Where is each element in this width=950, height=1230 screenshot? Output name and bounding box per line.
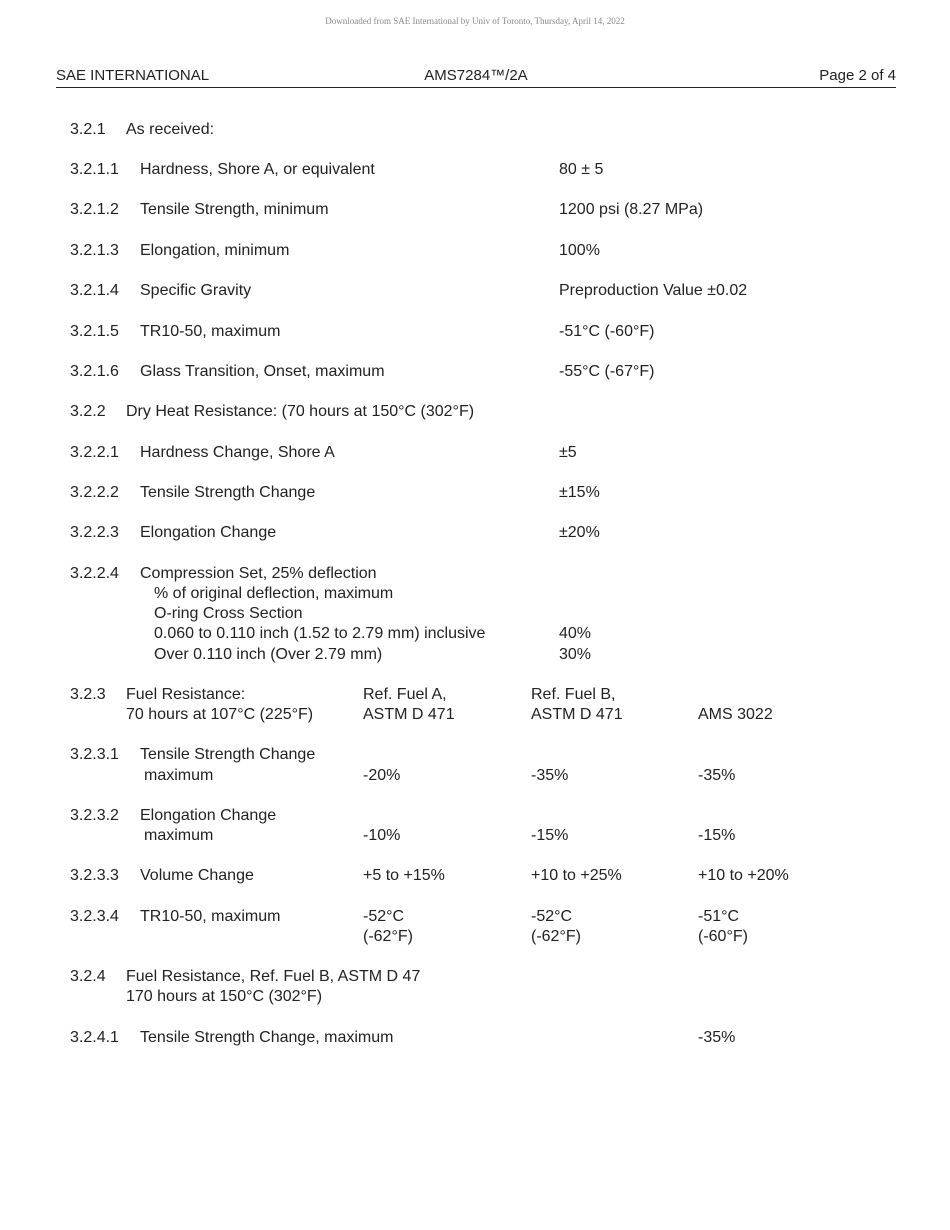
item-sublabel: 0.060 to 0.110 inch (1.52 to 2.79 mm) inclusive <box>154 625 486 642</box>
item-number: 3.2.3.2 <box>70 807 119 824</box>
section-title: Dry Heat Resistance: (70 hours at 150°C (302°F) <box>126 403 475 420</box>
item-value: 80 ± 5 <box>559 161 604 178</box>
item-value: ±5 <box>559 444 577 461</box>
item-number: 3.2.1.6 <box>70 363 119 380</box>
item-value: +10 to +25% <box>531 867 622 884</box>
section-title: Fuel Resistance: <box>126 686 246 703</box>
item-number: 3.2.1.1 <box>70 161 119 178</box>
item-value: -15% <box>698 827 736 844</box>
item-value: ±15% <box>559 484 600 501</box>
item-sublabel: Over 0.110 inch (Over 2.79 mm) <box>154 646 383 663</box>
item-label: Glass Transition, Onset, maximum <box>140 363 385 380</box>
item-number: 3.2.2.1 <box>70 444 119 461</box>
section-number: 3.2.1 <box>70 121 106 138</box>
item-label: TR10-50, maximum <box>140 323 281 340</box>
item-sublabel: maximum <box>144 827 214 844</box>
item-label: Volume Change <box>140 867 254 884</box>
column-header: Ref. Fuel A, <box>363 686 447 703</box>
section-title: 170 hours at 150°C (302°F) <box>126 988 323 1005</box>
section-number: 3.2.4 <box>70 968 106 985</box>
item-value: Preproduction Value ±0.02 <box>559 282 748 299</box>
item-label: Compression Set, 25% deflection <box>140 565 377 582</box>
item-value: (-60°F) <box>698 928 748 945</box>
item-value: 100% <box>559 242 600 259</box>
section-number: 3.2.2 <box>70 403 106 420</box>
column-header: ASTM D 471 <box>531 706 623 723</box>
item-value: -35% <box>698 767 736 784</box>
item-label: Hardness Change, Shore A <box>140 444 335 461</box>
header-page-number: Page 2 of 4 <box>819 67 896 84</box>
item-value: 1200 psi (8.27 MPa) <box>559 201 704 218</box>
item-value: -52°C <box>531 908 573 925</box>
item-value: -55°C (-67°F) <box>559 363 655 380</box>
page-header <box>56 67 896 88</box>
download-watermark: Downloaded from SAE International by Univ of Toronto, Thursday, April 14, 2022 <box>325 16 625 26</box>
header-doc-number: AMS7284™/2A <box>424 67 528 84</box>
item-sublabel: O-ring Cross Section <box>154 605 303 622</box>
item-number: 3.2.3.1 <box>70 746 119 763</box>
section-title: As received: <box>126 121 215 138</box>
item-label: Tensile Strength Change <box>140 746 316 763</box>
item-value: -10% <box>363 827 401 844</box>
item-value: -35% <box>531 767 569 784</box>
item-label: Tensile Strength, minimum <box>140 201 329 218</box>
item-value: +10 to +20% <box>698 867 789 884</box>
item-number: 3.2.3.4 <box>70 908 119 925</box>
item-value: (-62°F) <box>531 928 581 945</box>
item-sublabel: maximum <box>144 767 214 784</box>
item-number: 3.2.1.2 <box>70 201 119 218</box>
item-label: TR10-50, maximum <box>140 908 281 925</box>
item-label: Specific Gravity <box>140 282 252 299</box>
item-sublabel: % of original deflection, maximum <box>154 585 394 602</box>
header-org: SAE INTERNATIONAL <box>56 67 210 84</box>
item-label: Elongation Change <box>140 524 277 541</box>
item-label: Tensile Strength Change <box>140 484 316 501</box>
item-label: Elongation Change <box>140 807 277 824</box>
item-label: Tensile Strength Change, maximum <box>140 1029 394 1046</box>
section-title: Fuel Resistance, Ref. Fuel B, ASTM D 47 <box>126 968 421 985</box>
item-value: -52°C <box>363 908 405 925</box>
item-number: 3.2.3.3 <box>70 867 119 884</box>
item-number: 3.2.1.3 <box>70 242 119 259</box>
item-value: -51°C (-60°F) <box>559 323 655 340</box>
item-number: 3.2.1.4 <box>70 282 119 299</box>
section-number: 3.2.3 <box>70 686 106 703</box>
item-number: 3.2.4.1 <box>70 1029 119 1046</box>
column-header: AMS 3022 <box>698 706 773 723</box>
item-number: 3.2.1.5 <box>70 323 119 340</box>
item-value: -35% <box>698 1029 736 1046</box>
item-value: -51°C <box>698 908 740 925</box>
item-value: +5 to +15% <box>363 867 445 884</box>
column-header: Ref. Fuel B, <box>531 686 616 703</box>
section-title: 70 hours at 107°C (225°F) <box>126 706 314 723</box>
item-value: 40% <box>559 625 592 642</box>
item-value: 30% <box>559 646 592 663</box>
item-value: -20% <box>363 767 401 784</box>
item-number: 3.2.2.2 <box>70 484 119 501</box>
item-value: (-62°F) <box>363 928 413 945</box>
item-label: Hardness, Shore A, or equivalent <box>140 161 375 178</box>
item-number: 3.2.2.4 <box>70 565 119 582</box>
item-number: 3.2.2.3 <box>70 524 119 541</box>
item-value: ±20% <box>559 524 600 541</box>
item-value: -15% <box>531 827 569 844</box>
item-label: Elongation, minimum <box>140 242 290 259</box>
column-header: ASTM D 471 <box>363 706 455 723</box>
